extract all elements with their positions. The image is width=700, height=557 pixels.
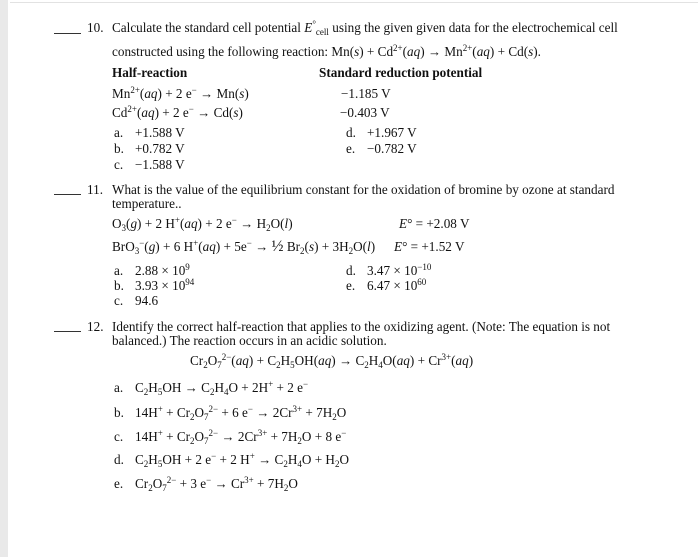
standard-potential: E° = +1.52 V [394,239,465,254]
option-text[interactable]: +1.967 V [367,125,417,140]
option-text[interactable]: $14H^+ + Cr_2O_7^{2-} + 6$ $e^- \to 2Cr^{3+} + 7H_2O$ [135,404,347,422]
option-letter: b. [114,278,124,293]
option-letter: a. [114,125,124,140]
option-letter: b. [114,405,124,420]
option-text[interactable]: $C_2H_5OH + 2$ e− + 2 $H^+ \to C_2H_4O + H_2O$ [135,451,349,469]
top-rule [10,2,698,3]
answer-blank-q11[interactable] [54,194,81,195]
column-header-reduction-potential: Standard reduction potential [319,65,483,80]
option-letter: a. [114,380,124,395]
page-left-edge [0,0,8,557]
question-number: 10. [87,20,104,35]
option-letter: d. [346,125,356,140]
option-text[interactable]: +1.588 V [135,125,185,140]
option-text[interactable]: −1.588 V [135,157,185,172]
option-letter: a. [114,263,124,278]
option-text[interactable]: −0.782 V [367,141,417,156]
reduction-potential: −0.403 V [340,105,390,120]
option-text[interactable]: $14H^+ + Cr_2O_7^{2-} \to 2Cr^{3+} + 7H_2O + 8$ e− [135,428,347,446]
option-letter: d. [114,452,124,467]
option-letter: d. [346,263,356,278]
option-text[interactable]: $Cr_2O_7^{2-} + 3$ $e^- \to Cr^{3+} + 7H_2O$ [135,475,298,493]
option-text[interactable]: $6.47 \times 10^{60}$ [367,277,427,293]
option-text[interactable]: $C_2H_5OH \to C_2H_4O + 2H^+ + 2$ e− [135,379,309,397]
option-text[interactable]: $3.47 \times 10^{-10}$ [367,262,432,278]
option-letter: b. [114,141,124,156]
half-reaction: $Cd^{2+}(aq) + 2$ e− → Cd(s) [112,104,243,120]
half-reaction: $Mn^{2+}(aq) + 2$ e− → Mn(s) [112,85,249,101]
half-reaction: BrO$_3$−(g) + 6 H+(aq) + 5e− → ½ $Br_2(s) + 3H_2O(l)$ [112,238,376,256]
option-text[interactable]: $2.88 \times 10^9$ [135,262,190,278]
question-text: constructed using the following reaction: $Mn(s) + Cd^{2+}(aq) \to Mn^{2+}(aq) + Cd(s)$. [112,43,541,59]
column-header-half-reaction: Half-reaction [112,65,188,80]
option-letter: c. [114,429,124,444]
option-letter: c. [114,157,124,172]
option-letter: e. [114,476,124,491]
option-text[interactable]: $3.93 \times 10^{94}$ [135,277,195,293]
option-text[interactable]: +0.782 V [135,141,185,156]
option-text[interactable]: 94.6 [135,293,159,308]
question-text: Identify the correct half-reaction that applies to the oxidizing agent. (Note: The equation is not [112,319,611,334]
answer-blank-q10[interactable] [54,33,81,34]
reduction-potential: −1.185 V [341,86,391,101]
question-text: temperature.. [112,196,182,211]
option-letter: e. [346,141,356,156]
answer-blank-q12[interactable] [54,331,81,332]
question-number: 12. [87,319,104,334]
half-reaction: $O_3(g) + 2$ H+(aq) + 2 $e^- \to H_2O(l)$ [112,215,293,233]
question-text: Calculate the standard cell potential $E^\circ_{cell}$ using the given given data for the electrochemical cell [112,19,618,37]
standard-potential: E° = +2.08 V [399,216,470,231]
option-letter: e. [346,278,356,293]
question-text: What is the value of the equilibrium constant for the oxidation of bromine by ozone at standard [112,182,615,197]
question-number: 11. [87,182,103,197]
main-reaction: $Cr_2O_7^{2-}(aq) + C_2H_5OH(aq) \to C_2H_4O(aq) + Cr^{3+}(aq)$ [190,352,474,370]
option-letter: c. [114,293,124,308]
question-text: balanced.) The reaction occurs in an acidic solution. [112,333,387,348]
